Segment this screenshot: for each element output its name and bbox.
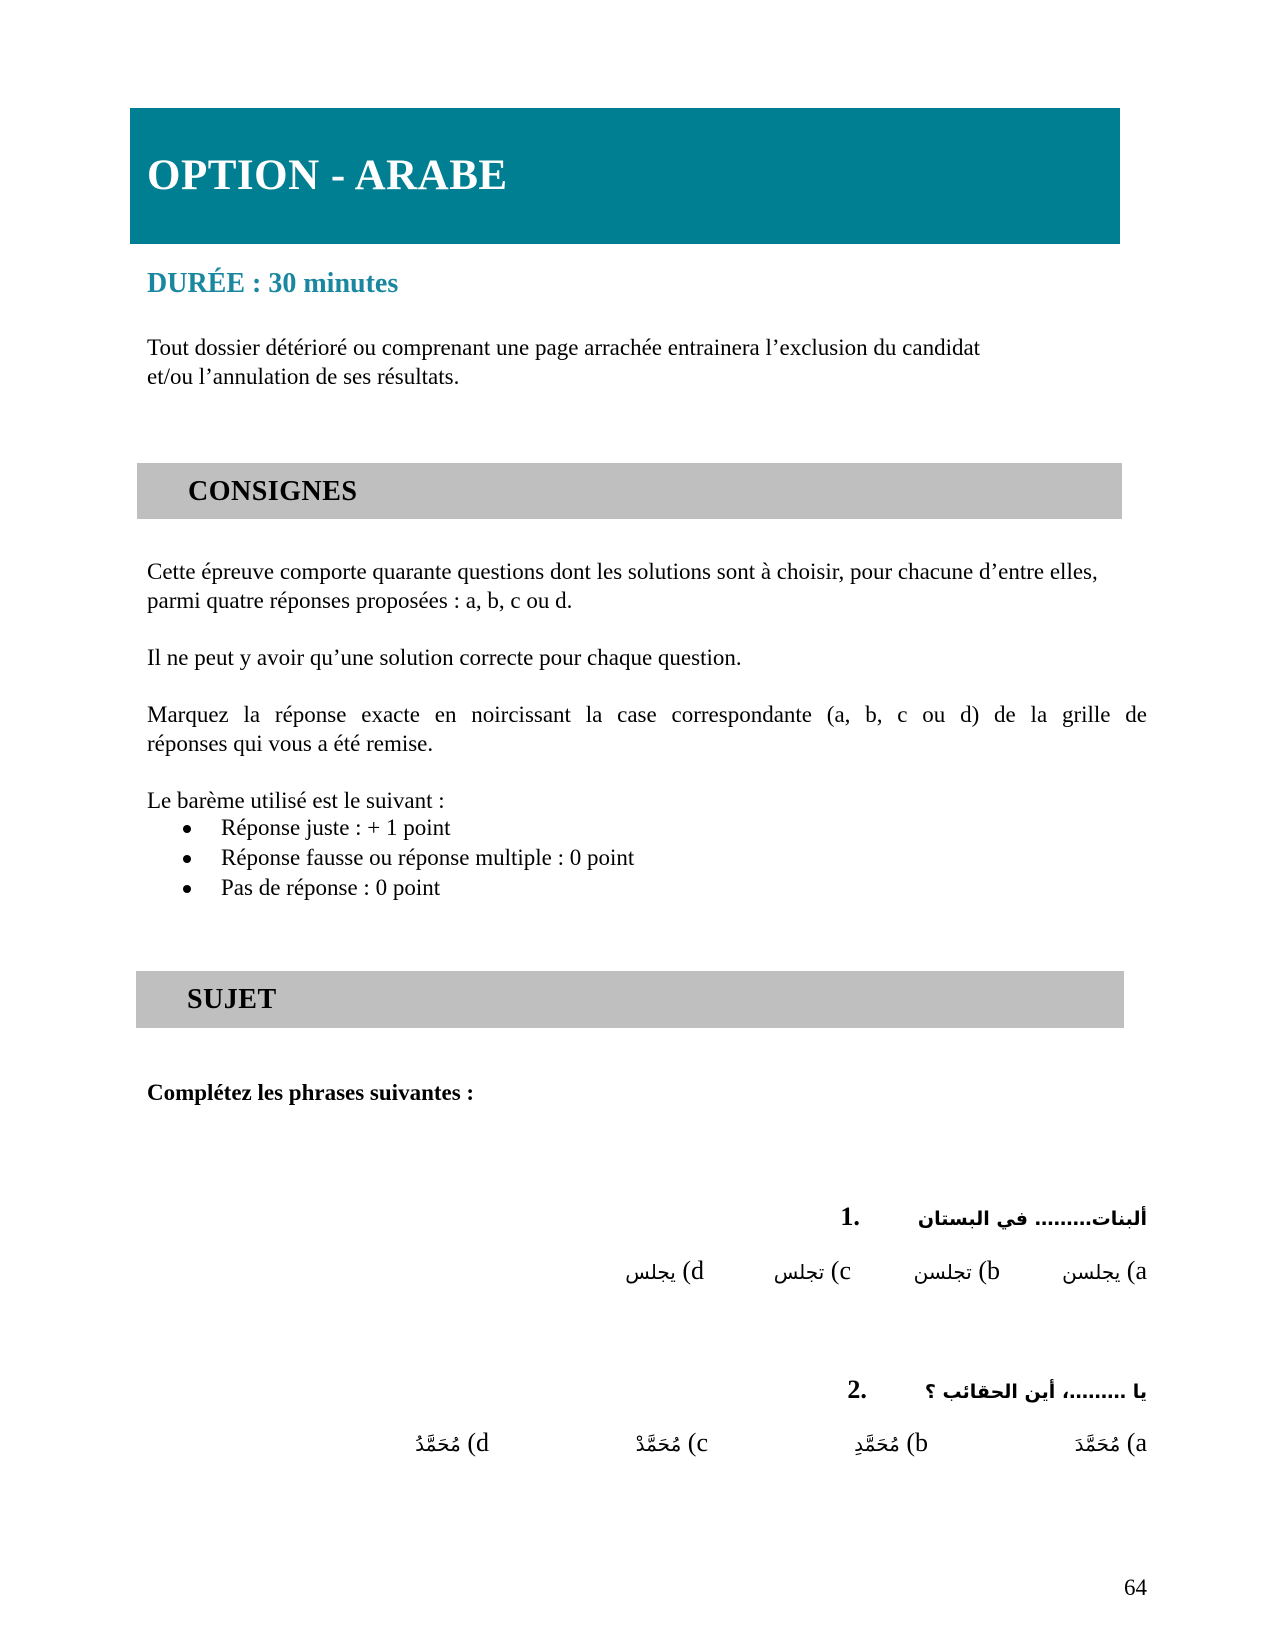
q1-option-d: يجلس (d bbox=[625, 1256, 704, 1285]
list-item: Pas de réponse : 0 point bbox=[180, 873, 634, 903]
consignes-paragraph-2: Il ne peut y avoir qu’une solution correcte pour chaque question. bbox=[147, 645, 742, 670]
instruction: Complétez les phrases suivantes : bbox=[147, 1080, 475, 1105]
q1-option-c: تجلس (c bbox=[773, 1256, 851, 1285]
list-item: Réponse fausse ou réponse multiple : 0 point bbox=[180, 843, 634, 873]
question-2-number: .2 bbox=[847, 1375, 867, 1404]
consignes-paragraph-4: Le barème utilisé est le suivant : bbox=[147, 788, 445, 813]
q2-option-a: مُحَمَّدَ (a bbox=[1074, 1428, 1147, 1457]
scoring-list bbox=[180, 813, 634, 903]
warning-line-1: Tout dossier détérioré ou comprenant une page arrachée entrainera l’exclusion du candidat bbox=[147, 335, 981, 360]
consignes-heading: CONSIGNES bbox=[188, 476, 358, 507]
bullet-icon bbox=[183, 885, 191, 893]
list-item: Réponse juste : + 1 point bbox=[180, 813, 634, 843]
title-banner bbox=[130, 108, 1120, 244]
consignes-paragraph-3-line-2: réponses qui vous a été remise. bbox=[147, 731, 434, 756]
question-2-text: يا ………، أين الحقائب ؟ bbox=[924, 1381, 1147, 1403]
question-1-text: ألبنات……… في البستان bbox=[917, 1208, 1147, 1230]
sujet-heading: SUJET bbox=[187, 984, 277, 1015]
consignes-header bbox=[137, 463, 1122, 519]
q2-option-b: مُحَمَّدِ (b bbox=[854, 1428, 928, 1457]
q1-option-a: يجلسن (a bbox=[1062, 1256, 1147, 1285]
q2-option-d: مُحَمَّدُ (d bbox=[415, 1428, 489, 1457]
consignes-paragraph-3 bbox=[147, 700, 1147, 758]
q2-option-c: مُحَمَّدْ (c bbox=[635, 1428, 708, 1457]
page-number: 64 bbox=[1124, 1575, 1147, 1600]
page-title: OPTION - ARABE bbox=[147, 152, 508, 199]
warning-line-2: et/ou l’annulation de ses résultats. bbox=[147, 364, 460, 389]
question-1-number: .1 bbox=[840, 1202, 860, 1231]
duration: DURÉE : 30 minutes bbox=[147, 268, 399, 299]
bullet-icon bbox=[183, 855, 191, 863]
consignes-paragraph-1: Cette épreuve comporte quarante questions dont les solutions sont à choisir, pour chacune d’entre elles, parmi quatre réponses proposées : a, b, c ou d. bbox=[147, 559, 1098, 613]
question-1 bbox=[840, 1202, 1147, 1232]
q1-option-b: تجلسن (b bbox=[913, 1256, 1000, 1285]
bullet-icon bbox=[183, 825, 191, 833]
consignes-paragraph-3-line-1: Marquez la réponse exacte en noircissant la case correspondante (a, b, c ou d) de la grille de bbox=[147, 702, 1147, 727]
question-2 bbox=[847, 1375, 1147, 1405]
warning-text bbox=[147, 333, 1127, 391]
sujet-header bbox=[136, 971, 1124, 1028]
